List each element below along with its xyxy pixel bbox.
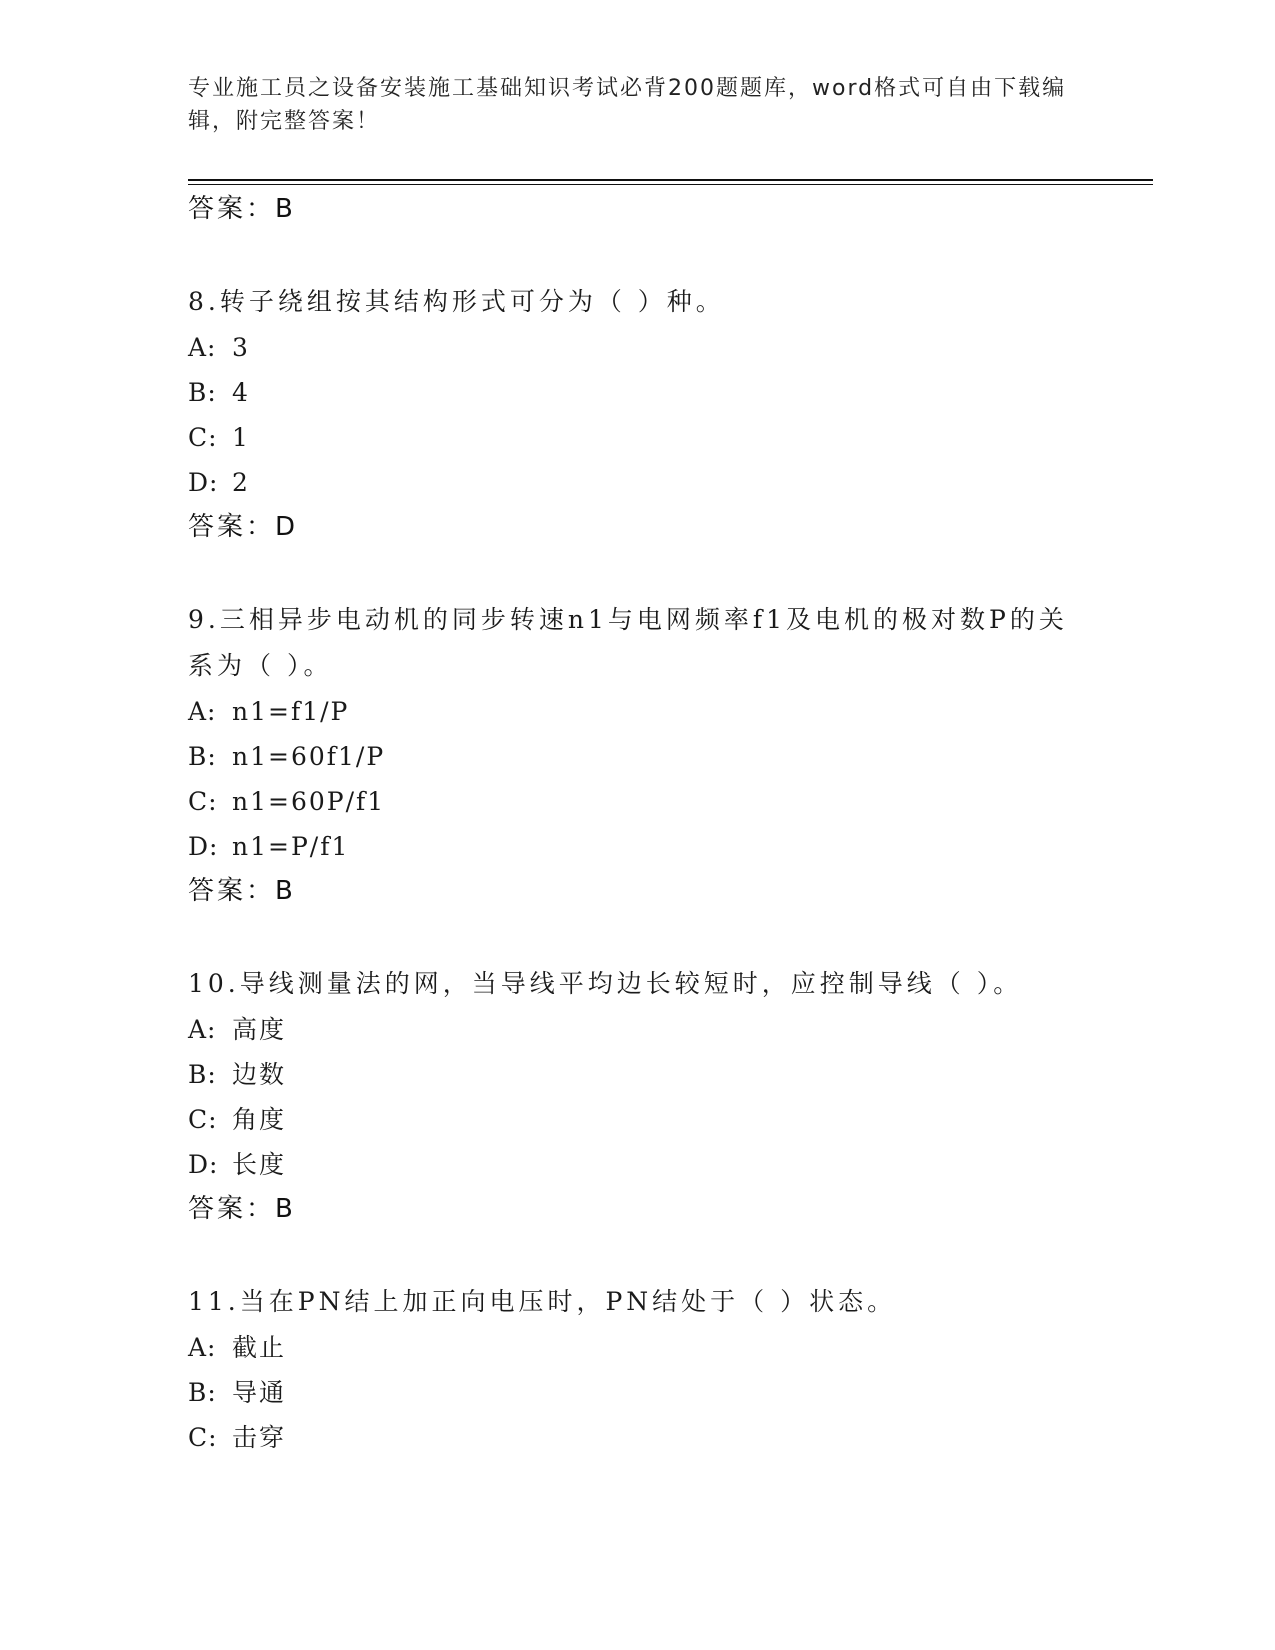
option-value: 3 (232, 333, 250, 362)
question-text: 8.转子绕组按其结构形式可分为（ ）种。 (188, 287, 725, 316)
option-d (188, 460, 1088, 505)
header-divider-thin (188, 184, 1153, 185)
option-value: n1=f1/P (232, 697, 350, 726)
option-b (188, 734, 1088, 779)
option-value: 4 (232, 378, 250, 407)
answer-line: 答案：B (188, 194, 296, 224)
document-header: 专业施工员之设备安装施工基础知识考试必背200题题库，word格式可自由下载编辑，附完整答案！ (188, 76, 1067, 134)
option-a (188, 1325, 1088, 1370)
option-key: B: (188, 1060, 217, 1089)
option-value: 2 (232, 468, 250, 497)
question-block (188, 279, 1088, 597)
option-c (188, 415, 1088, 460)
option-key: D: (188, 468, 219, 497)
option-key: C: (188, 423, 218, 452)
option-key: D: (188, 832, 219, 861)
option-key: A: (188, 697, 217, 726)
question-text: 9.三相异步电动机的同步转速n1与电网频率f1及电机的极对数P的关系为（ ）。 (188, 605, 1068, 680)
option-value: 截止 (232, 1333, 287, 1362)
option-b (188, 1052, 1088, 1097)
answer-line: 答案：D (188, 512, 299, 542)
option-value: 长度 (232, 1150, 287, 1179)
option-c (188, 779, 1088, 824)
option-key: D: (188, 1150, 219, 1179)
option-value: n1=60P/f1 (232, 787, 386, 816)
option-key: A: (188, 1333, 217, 1362)
option-a (188, 1007, 1088, 1052)
option-key: B: (188, 378, 217, 407)
option-value: 1 (232, 423, 250, 452)
question-text: 11.当在PN结上加正向电压时，PN结处于（ ）状态。 (188, 1287, 897, 1316)
option-value: n1=P/f1 (232, 832, 350, 861)
option-c (188, 1415, 1088, 1460)
option-b (188, 1370, 1088, 1415)
question-list (188, 187, 1088, 1460)
option-d (188, 1142, 1088, 1187)
option-d (188, 824, 1088, 869)
option-value: 角度 (232, 1105, 287, 1134)
answer-line: 答案：B (188, 1194, 296, 1224)
option-c (188, 1097, 1088, 1142)
option-key: A: (188, 333, 217, 362)
question-block (188, 597, 1088, 961)
option-key: B: (188, 1378, 217, 1407)
option-key: C: (188, 1423, 218, 1452)
option-value: 导通 (232, 1378, 287, 1407)
question-block (188, 961, 1088, 1279)
option-value: 高度 (232, 1015, 287, 1044)
option-b (188, 370, 1088, 415)
option-value: 击穿 (232, 1423, 287, 1452)
option-a (188, 325, 1088, 370)
question-block (188, 1279, 1088, 1460)
option-key: A: (188, 1015, 217, 1044)
option-key: B: (188, 742, 217, 771)
question-text: 10.导线测量法的网，当导线平均边长较短时，应控制导线（ ）。 (188, 969, 1023, 998)
answer-line: 答案：B (188, 876, 296, 906)
option-value: n1=60f1/P (232, 742, 386, 771)
option-key: C: (188, 787, 218, 816)
option-key: C: (188, 1105, 218, 1134)
option-value: 边数 (232, 1060, 287, 1089)
option-a (188, 689, 1088, 734)
header-divider (188, 179, 1153, 181)
